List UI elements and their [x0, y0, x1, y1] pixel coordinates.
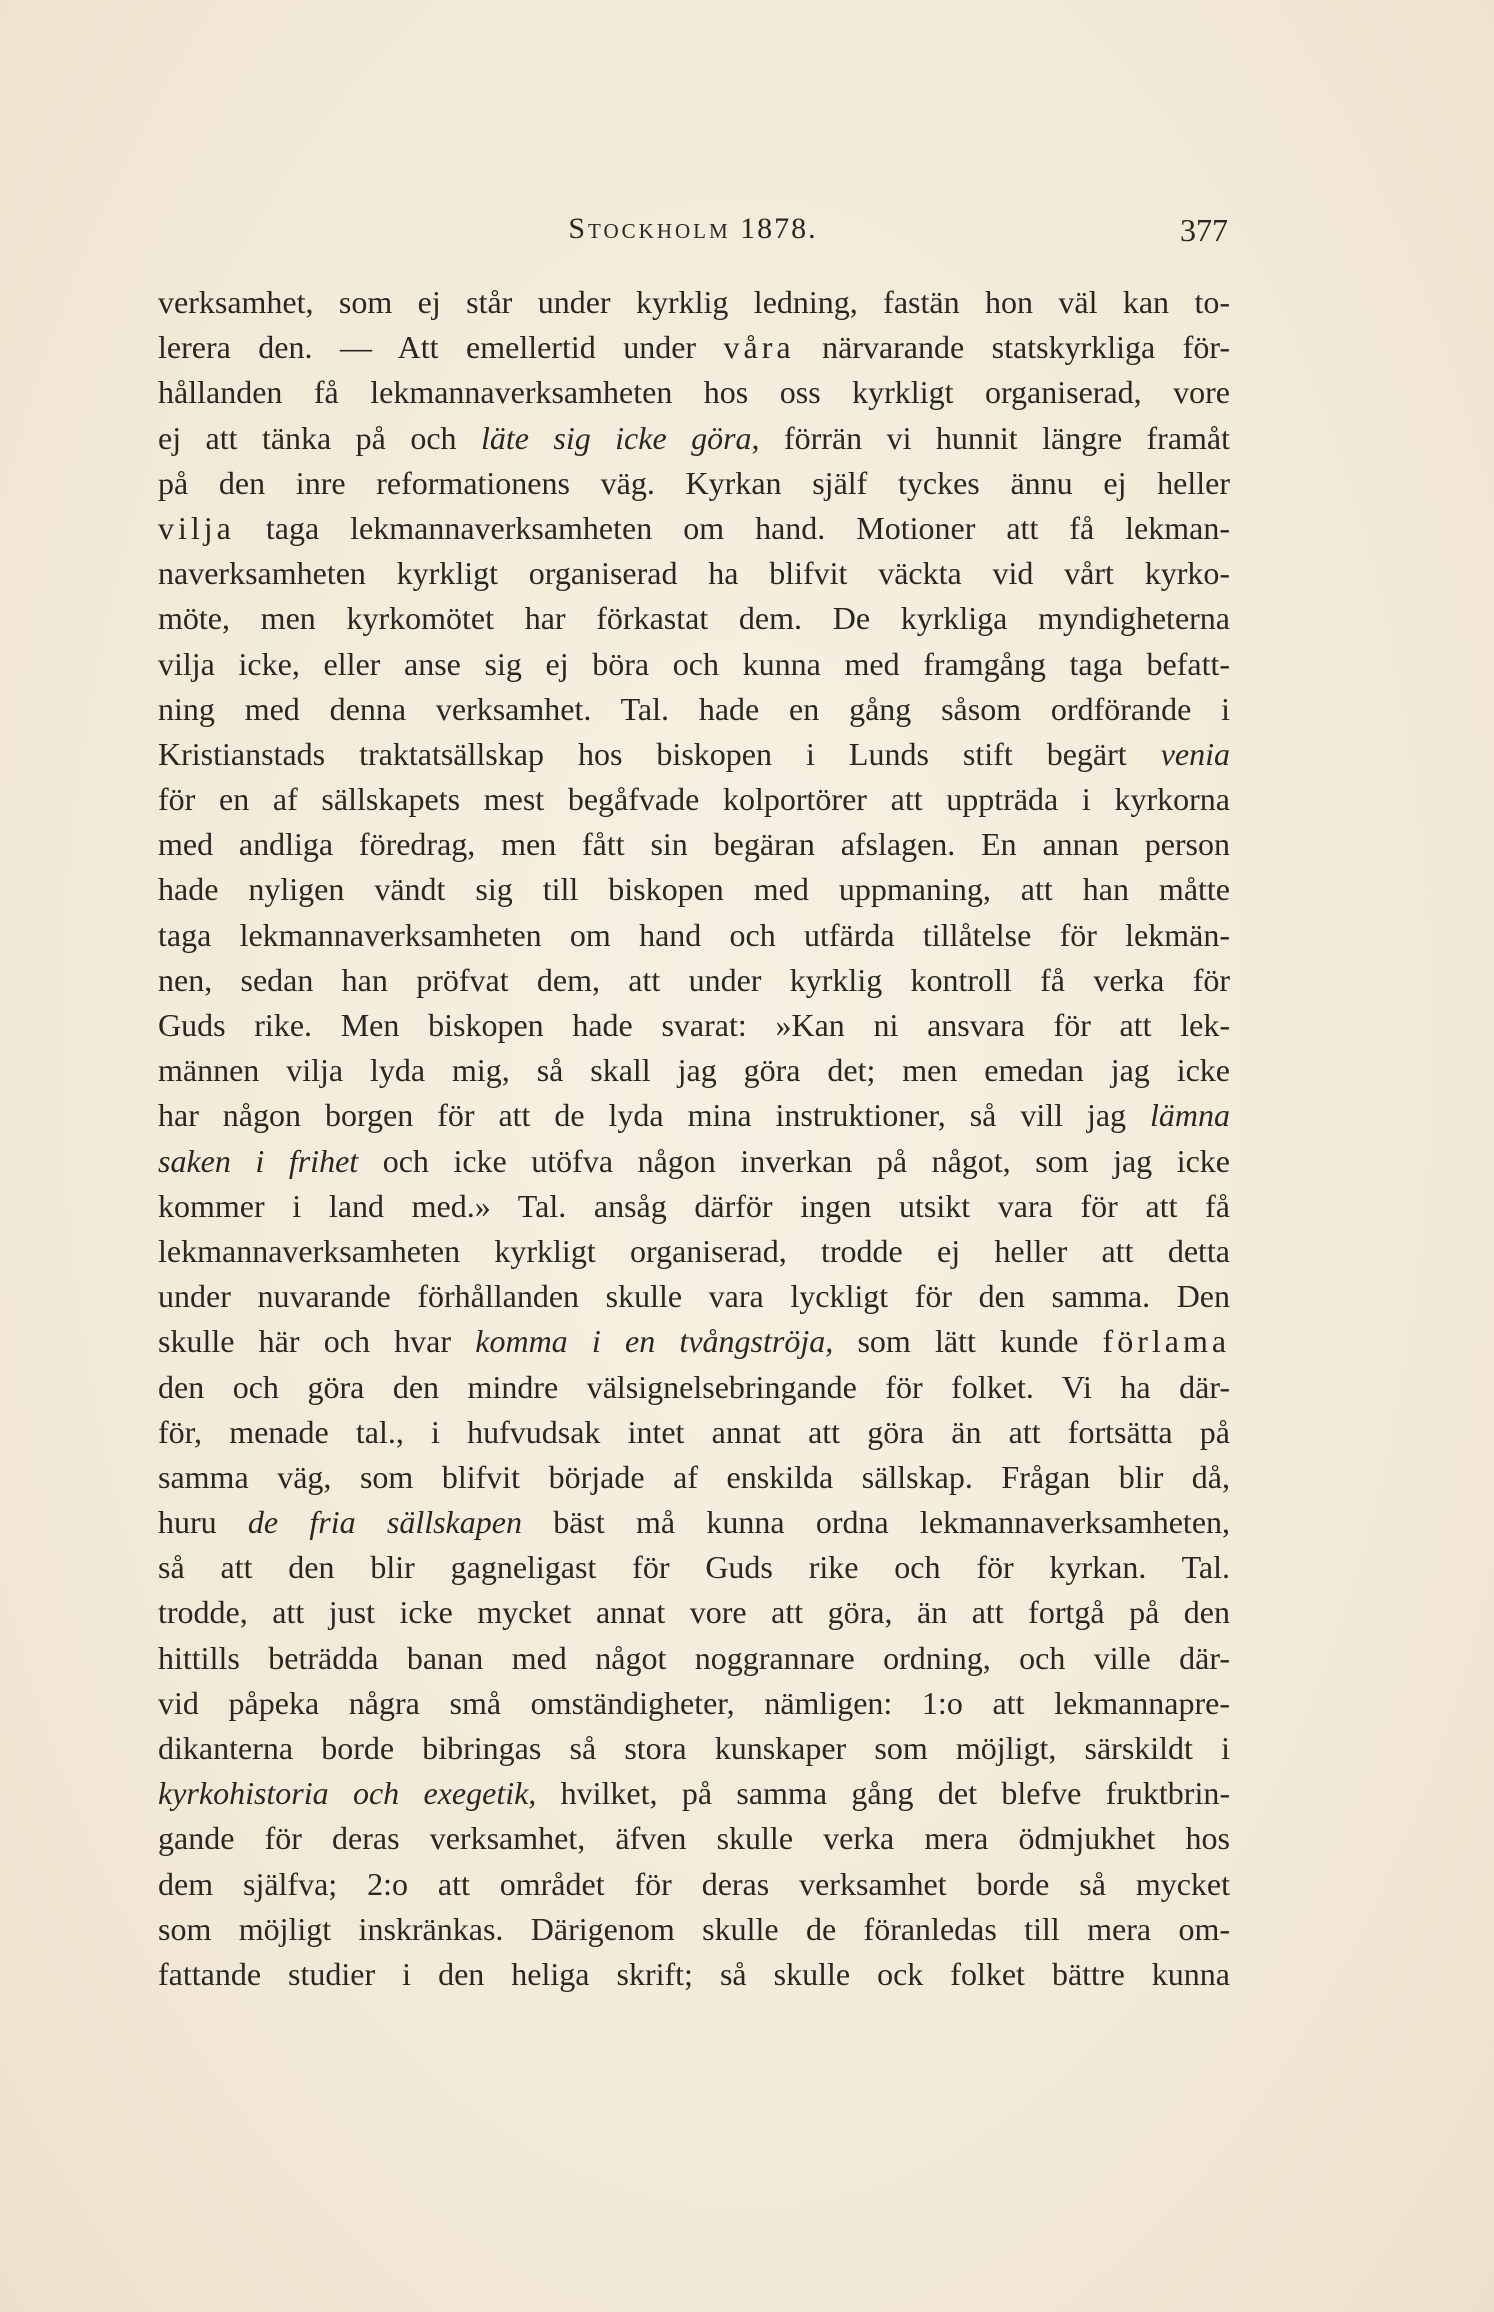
text-segment: närvarande statskyrkliga för-	[794, 329, 1231, 366]
text-segment: skulle här och hvar	[158, 1323, 476, 1360]
text-segment: som lätt kunde	[833, 1323, 1103, 1360]
text-segment: Guds rike. Men biskopen hade svarat: »Kan ni ansvara för att lek-	[158, 1007, 1230, 1043]
text-line	[158, 1003, 1230, 1048]
text-segment: hade nyligen vändt sig till biskopen med uppmaning, att han måtte	[158, 871, 1230, 908]
text-segment: nen, sedan han pröfvat dem, att under kyrklig kontroll få verka för	[158, 961, 1230, 998]
text-segment: kommer i land med.» Tal. ansåg därför ingen utsikt vara för att få	[158, 1187, 1230, 1224]
text-line	[158, 1636, 1230, 1681]
text-segment: männen vilja lyda mig, så skall jag göra det; men emedan jag icke	[158, 1052, 1230, 1089]
italic-phrase: lämna	[1150, 1097, 1230, 1134]
text-line	[158, 1184, 1230, 1229]
text-segment: huru	[158, 1504, 248, 1541]
page-number: 377	[1180, 212, 1228, 248]
text-line	[158, 416, 1230, 461]
text-segment: möte, men kyrkomötet har förkastat dem. De kyrkliga myndigheterna	[158, 600, 1230, 637]
text-line	[158, 1907, 1230, 1952]
text-line	[158, 642, 1230, 687]
running-title-year: 1878.	[740, 212, 818, 245]
italic-phrase: kyrkohistoria och exegetik,	[158, 1775, 537, 1812]
text-line	[158, 867, 1230, 912]
running-title-city: Stockholm	[568, 212, 731, 245]
text-segment: under nuvarande förhållanden skulle vara lyckligt för den samma. Den	[158, 1278, 1230, 1315]
italic-phrase: venia	[1160, 735, 1230, 772]
text-segment: så att den blir gagneligast för Guds rike och för kyrkan. Tal.	[158, 1549, 1230, 1586]
text-segment: lerera den. — Att emellertid under	[158, 329, 724, 366]
text-segment: hvilket, på samma gång det blefve fruktbrin-	[536, 1775, 1231, 1812]
text-segment: taga lekmannaverksamheten om hand. Motioner att få lekman-	[234, 509, 1230, 546]
spaced-emphasis: våra	[723, 329, 795, 366]
text-segment: samma väg, som blifvit började af enskilda sällskap. Frågan blir då,	[158, 1458, 1230, 1495]
text-line	[158, 913, 1230, 958]
text-segment: dem själfva; 2:o att området för deras verksamhet borde så mycket	[158, 1865, 1230, 1902]
text-segment: den och göra den mindre välsignelsebringande för folket. Vi ha där-	[158, 1368, 1230, 1405]
text-segment: taga lekmannaverksamheten om hand och utfärda tillåtelse för lekmän-	[158, 916, 1230, 953]
text-segment: naverksamheten kyrkligt organiserad ha blifvit väckta vid vårt kyrko-	[158, 555, 1230, 592]
running-head	[158, 212, 1228, 256]
text-line	[158, 461, 1230, 506]
text-segment: lekmannaverksamheten kyrkligt organiserad, trodde ej heller att detta	[158, 1232, 1230, 1269]
text-segment: ning med denna verksamhet. Tal. hade en gång såsom ordförande i	[158, 690, 1230, 727]
text-segment: dikanterna borde bibringas så stora kunskaper som möjligt, särskildt i	[158, 1730, 1230, 1766]
text-segment: ej att tänka på och	[158, 419, 481, 456]
text-line	[158, 1590, 1230, 1635]
text-line	[158, 1319, 1230, 1364]
text-segment: bäst må kunna ordna lekmannaverksamheten,	[521, 1504, 1231, 1541]
text-line	[158, 1455, 1230, 1500]
text-line	[158, 1545, 1230, 1590]
body-text	[158, 280, 1230, 1997]
spaced-emphasis: förlama	[1102, 1323, 1231, 1360]
text-line	[158, 1410, 1230, 1455]
text-segment: Kristianstads traktatsällskap hos biskopen i Lunds stift begärt	[158, 735, 1161, 772]
text-line	[158, 958, 1230, 1003]
text-segment: för en af sällskapets mest begåfvade kolportörer att uppträda i kyrkorna	[158, 781, 1230, 818]
text-line	[158, 1093, 1230, 1138]
text-line	[158, 1500, 1230, 1545]
text-segment: och icke utöfva någon inverkan på något, som jag icke	[358, 1142, 1231, 1179]
text-line	[158, 1229, 1230, 1274]
text-line	[158, 687, 1230, 732]
text-segment: på den inre reformationens väg. Kyrkan själf tyckes ännu ej heller	[158, 464, 1230, 501]
text-segment: gande för deras verksamhet, äfven skulle verka mera ödmjukhet hos	[158, 1820, 1230, 1857]
text-line	[158, 1771, 1230, 1816]
spaced-emphasis: vilja	[158, 509, 235, 546]
text-line	[158, 551, 1230, 596]
text-line	[158, 1816, 1230, 1861]
text-segment: för, menade tal., i hufvudsak intet annat att göra än att fortsätta på	[158, 1413, 1230, 1450]
text-line	[158, 777, 1230, 822]
text-line	[158, 1952, 1230, 1997]
text-line	[158, 1681, 1230, 1726]
text-line	[158, 280, 1230, 325]
running-title	[158, 212, 1228, 246]
text-segment: vilja icke, eller anse sig ej böra och kunna med framgång taga befatt-	[158, 645, 1230, 682]
text-line	[158, 596, 1230, 641]
text-line	[158, 1726, 1230, 1771]
text-line	[158, 1862, 1230, 1907]
text-line	[158, 1274, 1230, 1319]
text-line	[158, 1139, 1230, 1184]
text-segment: verksamhet, som ej står under kyrklig ledning, fastän hon väl kan to-	[158, 284, 1230, 320]
text-segment: som möjligt inskränkas. Därigenom skulle de föranledas till mera om-	[158, 1910, 1230, 1947]
italic-phrase: de fria sällskapen	[247, 1504, 522, 1541]
italic-phrase: saken i frihet	[158, 1142, 359, 1179]
text-segment: , förrän vi hunnit längre framåt	[751, 419, 1231, 456]
text-segment: med andliga föredrag, men fått sin begäran afslagen. En annan person	[158, 826, 1230, 863]
text-line	[158, 325, 1230, 370]
text-line	[158, 1365, 1230, 1410]
text-segment: hållanden få lekmannaverksamheten hos oss kyrkligt organiserad, vore	[158, 374, 1230, 411]
text-segment: trodde, att just icke mycket annat vore att göra, än att fortgå på den	[158, 1594, 1230, 1631]
text-line	[158, 732, 1230, 777]
text-segment: hittills beträdda banan med något noggrannare ordning, och ville där-	[158, 1639, 1230, 1676]
italic-phrase: läte sig icke göra	[480, 419, 752, 456]
text-line	[158, 1048, 1230, 1093]
italic-phrase: komma i en tvångströja,	[475, 1323, 834, 1360]
text-line	[158, 370, 1230, 415]
text-line	[158, 506, 1230, 551]
text-segment: fattande studier i den heliga skrift; så skulle ock folket bättre kunna	[158, 1955, 1230, 1992]
text-segment: vid påpeka några små omständigheter, nämligen: 1:o att lekmannapre-	[158, 1684, 1230, 1721]
text-segment: har någon borgen för att de lyda mina instruktioner, så vill jag	[158, 1097, 1150, 1134]
text-line	[158, 822, 1230, 867]
